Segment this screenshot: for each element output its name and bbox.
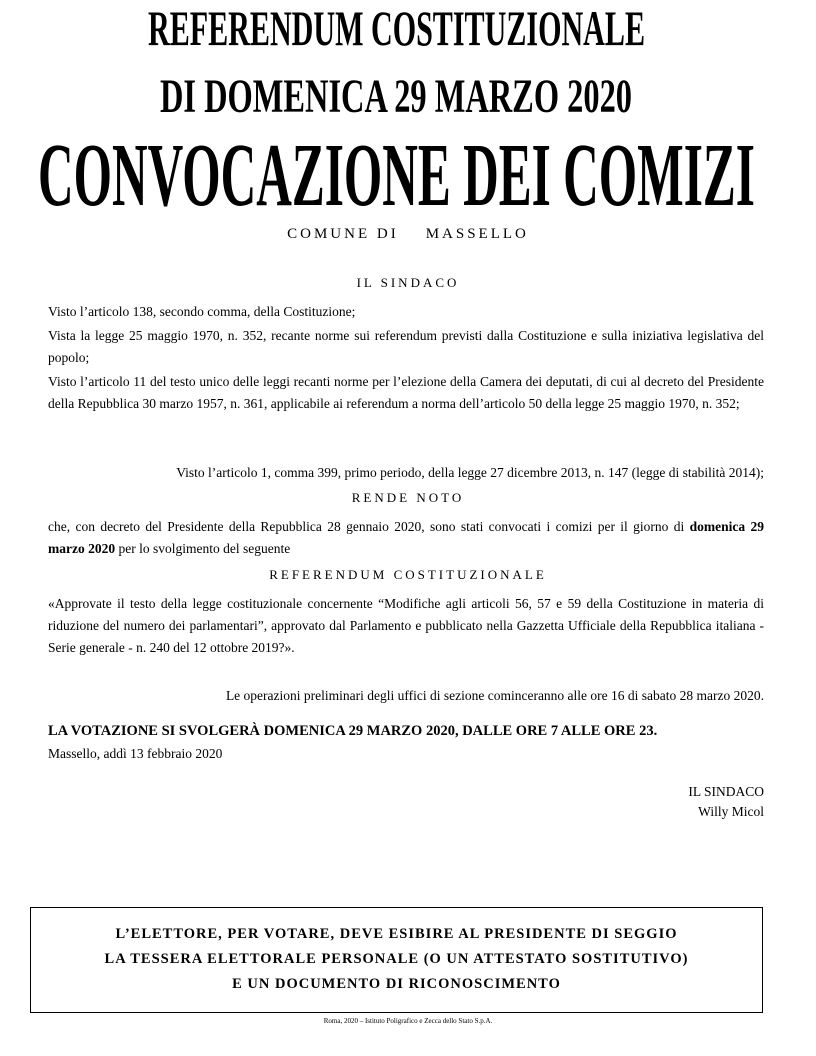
rende-noto-heading: RENDE NOTO (351, 490, 465, 505)
che-paragraph (48, 516, 764, 560)
footer: Roma, 2020 – Istituto Poligrafico e Zecca dello Stato S.p.A. (323, 1017, 493, 1025)
votazione-notice: LA VOTAZIONE SI SVOLGERÀ DOMENICA 29 MARZO 2020, DALLE ORE 7 ALLE ORE 23. (48, 723, 658, 739)
notice-line-2: LA TESSERA ELETTORALE PERSONALE (O UN ATTESTATO SOSTITUTIVO) (104, 951, 689, 967)
il-sindaco-heading: IL SINDACO (356, 275, 460, 290)
referendum-heading: REFERENDUM COSTITUZIONALE (269, 567, 547, 582)
quesito: «Approvate il testo della legge costituzionale concernente “Modifiche agli articoli 56, 57 e 59 della Costituzione in materia di riduzione del numero dei parlamentari”, approvato dal Parlamento e pubblicato nella Gazzetta Ufficiale della Repubblica italiana - Serie generale - n. 240 del 12 ottobre 2019?». (48, 596, 764, 655)
firma-titolo: IL SINDACO (688, 784, 764, 799)
header-line-1: REFERENDUM COSTITUZIONALE (148, 0, 645, 56)
operazioni: Le operazioni preliminari degli uffici di sezione cominceranno alle ore 16 di sabato 28 marzo 2020. (225, 688, 764, 703)
che-text-b: per lo svolgimento del seguente (115, 541, 291, 556)
firma-nome: Willy Micol (698, 804, 764, 819)
notice-box (30, 907, 763, 1013)
visto-4: Visto l’articolo 1, comma 399, primo periodo, della legge 27 dicembre 2013, n. 147 (legge di stabilità 2014); (176, 465, 764, 480)
notice-line-1: L’ELETTORE, PER VOTARE, DEVE ESIBIRE AL PRESIDENTE DI SEGGIO (115, 926, 678, 942)
vista-2: Vista la legge 25 maggio 1970, n. 352, recante norme sui referendum previsti dalla Costituzione e sulla iniziativa legislativa del popolo; (48, 328, 764, 365)
header-line-2: DI DOMENICA 29 MARZO 2020 (160, 70, 632, 123)
visto-1 (48, 301, 764, 323)
header-titles (0, 0, 816, 220)
visto-3: Visto l’articolo 11 del testo unico delle leggi recanti norme per l’elezione della Camera dei deputati, di cui al decreto del Presidente della Repubblica 30 marzo 1957, n. 361, applicabile ai referendum a norma dell’articolo 50 della legge 25 maggio 1970, n. 352; (48, 374, 764, 411)
luogo-data: Massello, addì 13 febbraio 2020 (48, 746, 223, 761)
notice-line-3: E UN DOCUMENTO DI RICONOSCIMENTO (232, 976, 561, 992)
che-text-a: che, con decreto del Presidente della Repubblica 28 gennaio 2020, sono stati convocati i comizi per il giorno di (48, 519, 690, 534)
comune-name: COMUNE DI MASSELLO (287, 226, 529, 242)
visto-1-text: Visto l’articolo 138, secondo comma, della Costituzione; (48, 304, 356, 319)
page-title: CONVOCAZIONE DEI COMIZI (38, 126, 755, 220)
che-date-bold: domenica 29 marzo 2020 (48, 519, 764, 556)
